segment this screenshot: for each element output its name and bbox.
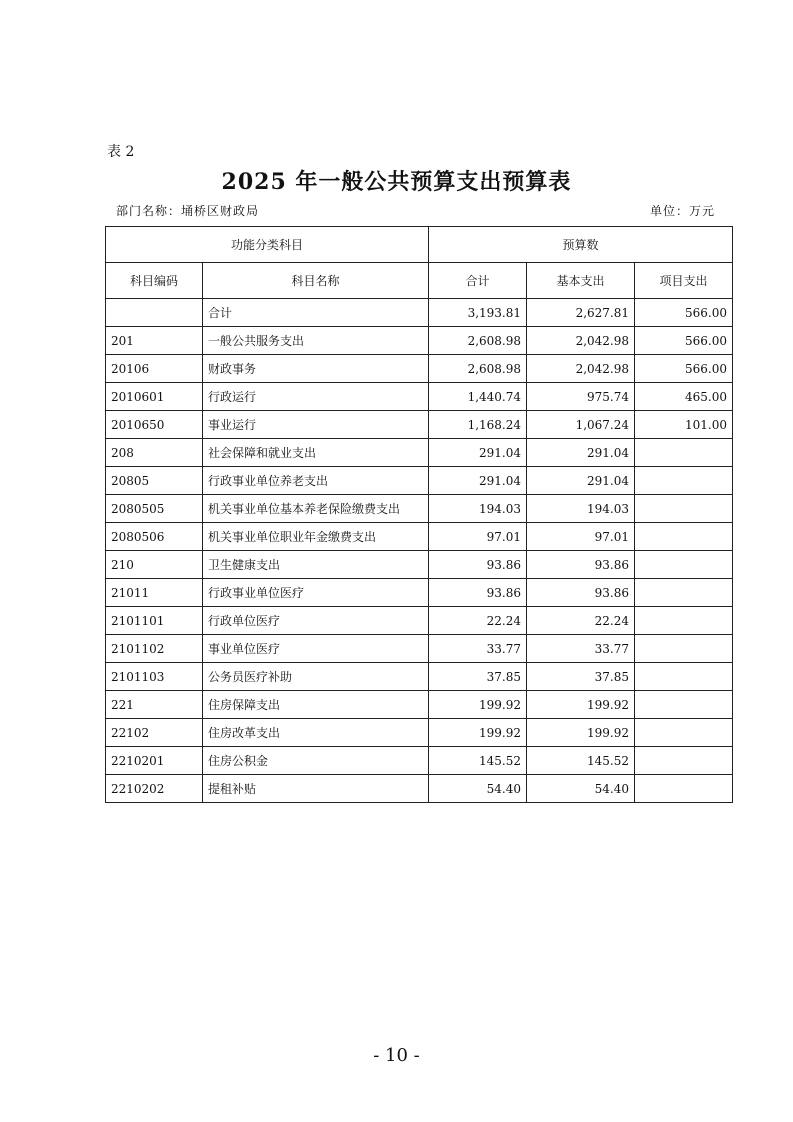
cell-name: 行政事业单位养老支出 [203,467,429,495]
table-row [106,495,733,523]
cell-name: 住房公积金 [203,747,429,775]
cell-total: 1,168.24 [429,411,527,439]
unit-label: 单位：万元 [649,204,715,218]
cell-basic: 93.86 [527,579,635,607]
cell-total: 2,608.98 [429,327,527,355]
cell-project [635,635,733,663]
cell-code: 221 [106,691,203,719]
cell-code: 2101101 [106,607,203,635]
cell-project [635,467,733,495]
table-row [106,327,733,355]
cell-code: 21011 [106,579,203,607]
cell-total: 199.92 [429,691,527,719]
cell-name: 机关事业单位基本养老保险缴费支出 [203,495,429,523]
page-number: - 10 - [373,1045,420,1066]
table-row [106,663,733,691]
cell-project: 101.00 [635,411,733,439]
cell-total: 33.77 [429,635,527,663]
cell-basic: 199.92 [527,719,635,747]
cell-project: 465.00 [635,383,733,411]
cell-name: 行政运行 [203,383,429,411]
cell-code: 2210202 [106,775,203,803]
header-total: 合计 [429,263,527,299]
cell-total: 199.92 [429,719,527,747]
table-row [106,719,733,747]
table-row [106,551,733,579]
cell-name: 事业运行 [203,411,429,439]
page-title: 2025 年一般公共预算支出预算表 [221,169,572,195]
cell-name: 合计 [203,299,429,327]
cell-project: 566.00 [635,299,733,327]
table-row [106,299,733,327]
cell-code: 20805 [106,467,203,495]
cell-total: 54.40 [429,775,527,803]
cell-code: 20106 [106,355,203,383]
department-name: 部门名称：埇桥区财政局 [116,204,260,218]
cell-total: 37.85 [429,663,527,691]
table-group-header-row [106,227,733,263]
cell-total: 93.86 [429,551,527,579]
cell-name: 社会保障和就业支出 [203,439,429,467]
cell-total: 291.04 [429,467,527,495]
cell-name: 公务员医疗补助 [203,663,429,691]
cell-code: 2210201 [106,747,203,775]
cell-basic: 2,042.98 [527,355,635,383]
cell-name: 行政单位医疗 [203,607,429,635]
cell-name: 住房改革支出 [203,719,429,747]
cell-total: 93.86 [429,579,527,607]
cell-name: 事业单位医疗 [203,635,429,663]
header-basic: 基本支出 [527,263,635,299]
cell-basic: 1,067.24 [527,411,635,439]
cell-project [635,775,733,803]
cell-code: 2101102 [106,635,203,663]
cell-project [635,719,733,747]
cell-basic: 22.24 [527,607,635,635]
cell-project [635,523,733,551]
cell-name: 住房保障支出 [203,691,429,719]
cell-name: 卫生健康支出 [203,551,429,579]
cell-project [635,495,733,523]
table-row [106,607,733,635]
cell-project [635,747,733,775]
cell-project [635,663,733,691]
cell-basic: 291.04 [527,439,635,467]
table-row [106,747,733,775]
table-column-header-row [106,263,733,299]
cell-name: 机关事业单位职业年金缴费支出 [203,523,429,551]
cell-code [106,299,203,327]
cell-basic: 37.85 [527,663,635,691]
cell-total: 97.01 [429,523,527,551]
cell-total: 194.03 [429,495,527,523]
cell-name: 财政事务 [203,355,429,383]
cell-basic: 33.77 [527,635,635,663]
cell-total: 2,608.98 [429,355,527,383]
cell-project [635,579,733,607]
budget-table [105,226,733,803]
cell-code: 2080505 [106,495,203,523]
cell-basic: 145.52 [527,747,635,775]
table-row [106,467,733,495]
header-functional: 功能分类科目 [106,227,429,263]
table-row [106,775,733,803]
cell-basic: 291.04 [527,467,635,495]
cell-code: 210 [106,551,203,579]
cell-total: 145.52 [429,747,527,775]
cell-project [635,691,733,719]
table-row [106,355,733,383]
cell-code: 22102 [106,719,203,747]
header-budget: 预算数 [429,227,733,263]
cell-total: 22.24 [429,607,527,635]
cell-total: 291.04 [429,439,527,467]
cell-code: 201 [106,327,203,355]
table-row [106,383,733,411]
header-project: 项目支出 [635,263,733,299]
cell-basic: 194.03 [527,495,635,523]
cell-code: 2010601 [106,383,203,411]
table-row [106,411,733,439]
table-body [106,299,733,803]
cell-name: 提租补贴 [203,775,429,803]
cell-basic: 199.92 [527,691,635,719]
cell-total: 3,193.81 [429,299,527,327]
cell-code: 2101103 [106,663,203,691]
cell-code: 2010650 [106,411,203,439]
cell-code: 208 [106,439,203,467]
table-row [106,691,733,719]
cell-name: 一般公共服务支出 [203,327,429,355]
cell-name: 行政事业单位医疗 [203,579,429,607]
cell-basic: 93.86 [527,551,635,579]
cell-basic: 2,042.98 [527,327,635,355]
table-row [106,523,733,551]
header-code: 科目编码 [106,263,203,299]
table-row [106,635,733,663]
table-row [106,439,733,467]
table-label: 表 2 [107,144,135,160]
cell-basic: 54.40 [527,775,635,803]
cell-basic: 97.01 [527,523,635,551]
cell-project: 566.00 [635,327,733,355]
cell-project [635,551,733,579]
cell-project: 566.00 [635,355,733,383]
table-row [106,579,733,607]
cell-basic: 2,627.81 [527,299,635,327]
header-name: 科目名称 [203,263,429,299]
cell-basic: 975.74 [527,383,635,411]
cell-project [635,439,733,467]
cell-code: 2080506 [106,523,203,551]
cell-total: 1,440.74 [429,383,527,411]
cell-project [635,607,733,635]
